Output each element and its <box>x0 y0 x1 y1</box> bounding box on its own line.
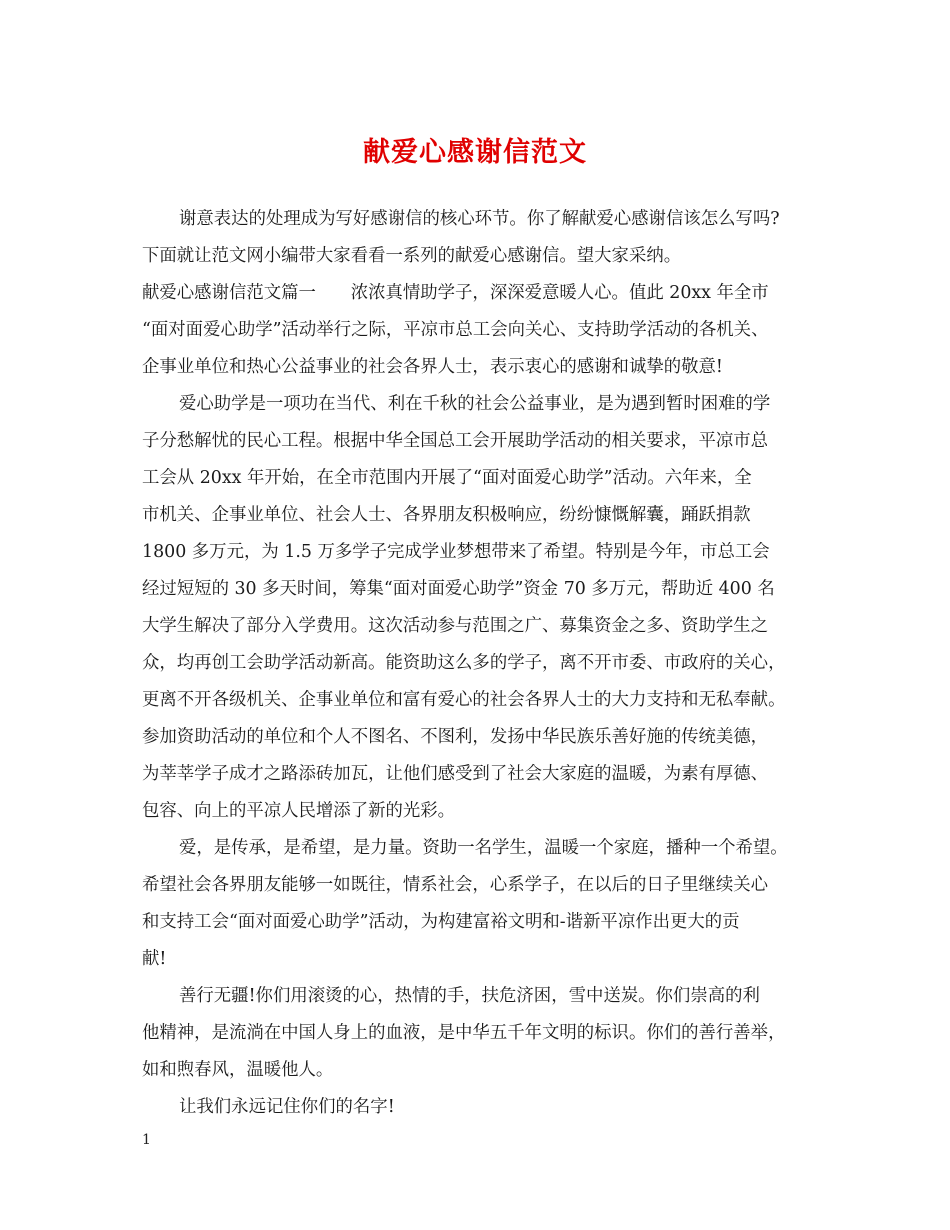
document-body <box>142 201 812 1126</box>
body-line: 献爱心感谢信范文篇一 浓浓真情助学子，深深爱意暖人心。值此 20xx 年全市 <box>142 283 769 303</box>
body-line: 包容、向上的平凉人民增添了新的光彩。 <box>142 801 456 821</box>
body-line: 如和煦春风，温暖他人。 <box>142 1060 334 1080</box>
body-line: 大学生解决了部分入学费用。这次活动参与范围之广、募集资金之多、资助学生之 <box>142 616 769 636</box>
page-number: 1 <box>142 1132 151 1148</box>
body-line: 为莘莘学子成才之路添砖加瓦，让他们感受到了社会大家庭的温暖，为素有厚德、 <box>142 764 769 784</box>
document-title: 献爱心感谢信范文 <box>363 137 587 168</box>
body-line: 子分愁解忧的民心工程。根据中华全国总工会开展助学活动的相关要求，平凉市总 <box>142 431 769 451</box>
body-line: 献! <box>142 949 167 969</box>
body-line: 企事业单位和热心公益事业的社会各界人士，表示衷心的感谢和诚挚的敬意! <box>142 357 723 377</box>
body-line: 谢意表达的处理成为写好感谢信的核心环节。你了解献爱心感谢信该怎么写吗? <box>179 209 780 229</box>
body-line: 爱，是传承，是希望，是力量。资助一名学生，温暖一个家庭，播种一个希望。 <box>179 838 788 858</box>
body-line: 希望社会各界朋友能够一如既往，情系社会，心系学子，在以后的日子里继续关心 <box>142 875 769 895</box>
body-line: 和支持工会“面对面爱心助学”活动，为构建富裕文明和-谐新平凉作出更大的贡 <box>142 912 740 932</box>
body-line: 爱心助学是一项功在当代、利在千秋的社会公益事业，是为遇到暂时困难的学 <box>179 394 771 414</box>
body-line: “面对面爱心助学”活动举行之际，平凉市总工会向关心、支持助学活动的各机关、 <box>142 320 769 340</box>
body-line: 参加资助活动的单位和个人不图名、不图利，发扬中华民族乐善好施的传统美德， <box>142 727 769 747</box>
body-line: 众，均再创工会助学活动新高。能资助这么多的学子，离不开市委、市政府的关心， <box>142 653 786 673</box>
body-line: 工会从 20xx 年开始，在全市范围内开展了“面对面爱心助学”活动。六年来，全 <box>142 468 752 488</box>
body-line: 市机关、企事业单位、社会人士、各界朋友积极响应，纷纷慷慨解囊，踊跃捐款 <box>142 505 751 525</box>
body-line: 经过短短的 30 多天时间，筹集“面对面爱心助学”资金 70 多万元，帮助近 400 名 <box>142 579 775 599</box>
body-line: 让我们永远记住你们的名字! <box>179 1097 395 1117</box>
body-line: 更离不开各级机关、企事业单位和富有爱心的社会各界人士的大力支持和无私奉献。 <box>142 690 786 710</box>
body-line: 他精神，是流淌在中国人身上的血液，是中华五千年文明的标识。你们的善行善举， <box>142 1023 786 1043</box>
body-line: 1800 多万元，为 1.5 万多学子完成学业梦想带来了希望。特别是今年，市总工会 <box>142 542 770 562</box>
body-line: 下面就让范文网小编带大家看看一系列的献爱心感谢信。望大家采纳。 <box>142 246 682 266</box>
body-line: 善行无疆!你们用滚烫的心，热情的手，扶危济困，雪中送炭。你们崇高的利 <box>179 986 760 1006</box>
